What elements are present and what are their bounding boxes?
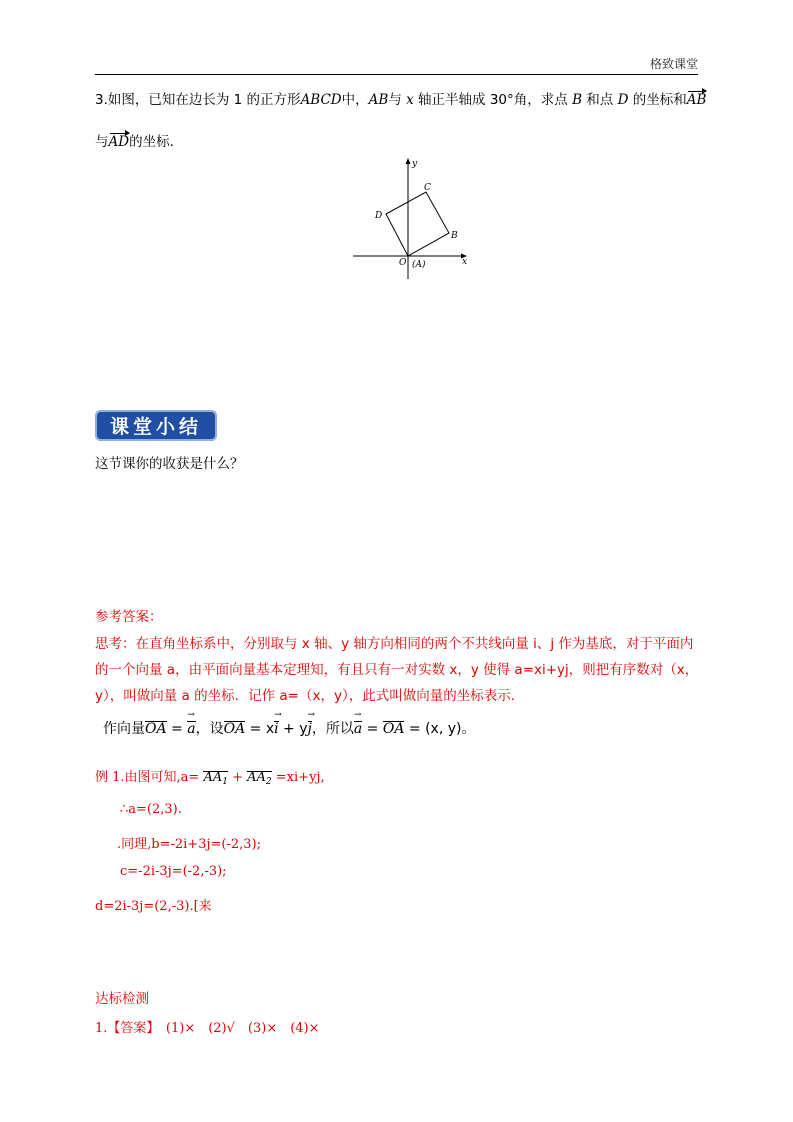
formula-text: ，所以 [311,721,354,737]
example-text: 例 1.由图可知,a= [95,770,204,785]
point-label: D [617,92,629,108]
problem-text: 与 [95,134,109,150]
vector-a: a → [354,721,362,737]
point-label: B [572,92,582,108]
vector-a: a → [187,721,195,737]
problem-statement-cont [95,132,183,152]
problem-text: 与 [388,92,402,108]
example-line-3: .同理,b=-2i+3j=(-2,3); [117,837,261,852]
vector-aa1 [203,770,228,787]
coordinate-figure [345,155,475,280]
vector-oa: OA [382,721,405,737]
example-line-2: ∴a=(2,3). [120,802,182,817]
summary-question: 这节课你的收获是什么？ [95,456,244,472]
label-a: (A) [412,260,426,270]
example-text: + [227,770,248,785]
problem-text: 如图，已知在边长为 1 的正方形 [107,92,301,108]
label-y: y [412,159,418,169]
label-d: D [375,211,383,221]
vector-aa2 [247,770,272,787]
label-x: x [462,257,468,267]
vector-oa: OA [223,721,246,737]
think-answer: 思考：在直角坐标系中，分别取与 x 轴、y 轴方向相同的两个不共线向量 i、j 作为基底，对于平面内的一个向量 a，由平面向量基本定理知，有且只有一对实数 x，y 使得 a=xi+yj，则把有序数对（x，y），叫做向量 a 的坐标．记作 a=（x，y），此式叫做向量的坐标表示． [95,636,699,704]
vector-formula [103,718,475,738]
example-line-5: d=2i-3j=(2,-3).[来 [95,899,212,914]
formula-text: = [166,721,188,737]
vector-ab: AB [686,92,707,108]
square-abcd [386,192,449,256]
example-line-4: c=-2i-3j=(-2,-3); [120,864,227,879]
vector-i: i → [274,721,278,737]
problem-text: 的坐标和 [632,92,687,108]
problem-text: 轴正半轴成 30°角，求点 [418,92,568,108]
axis-label: x [406,92,414,108]
vector-aa1-sub: 1 [222,777,228,787]
problem-statement [95,90,707,110]
vector-oa: OA [145,721,167,737]
formula-text: ，设 [195,721,224,737]
formula-text: 。 [461,721,476,737]
vector-aa2-text: AA [247,770,266,785]
vector-aa1-text: AA [203,770,223,785]
vector-ad: AD [108,134,130,150]
formula-text: = x [245,721,275,737]
vector-aa2-sub: 2 [265,777,272,787]
section-badge-summary: 课堂小结 [95,410,217,441]
check-title: 达标检测 [95,991,149,1007]
formula-text: + y [278,721,308,737]
answers-block [95,607,705,709]
y-axis-arrow [406,158,411,164]
problem-text: 和点 [586,92,614,108]
formula-text: = [362,721,383,737]
formula-text: = (x, y) [404,721,462,737]
formula-text: 作向量 [103,721,145,737]
vector-j: j → [308,721,312,737]
example-text: =xi+yj, [271,770,325,785]
label-c: C [424,183,431,193]
header-divider [95,74,698,75]
problem-number: 3. [95,92,108,108]
square-label: ABCD [300,92,342,108]
problem-text: 的坐标． [129,134,184,150]
label-o: O [399,258,407,268]
problem-text: 中， [341,92,369,108]
label-b: B [451,231,458,241]
example-line-1 [95,766,325,787]
check-answer: 1.【答案】 (1)× (2)√ (3)× (4)× [95,1021,320,1036]
segment-label: AB [368,92,389,108]
answers-title: 参考答案： [95,609,163,625]
header-brand: 格致课堂 [649,57,698,71]
